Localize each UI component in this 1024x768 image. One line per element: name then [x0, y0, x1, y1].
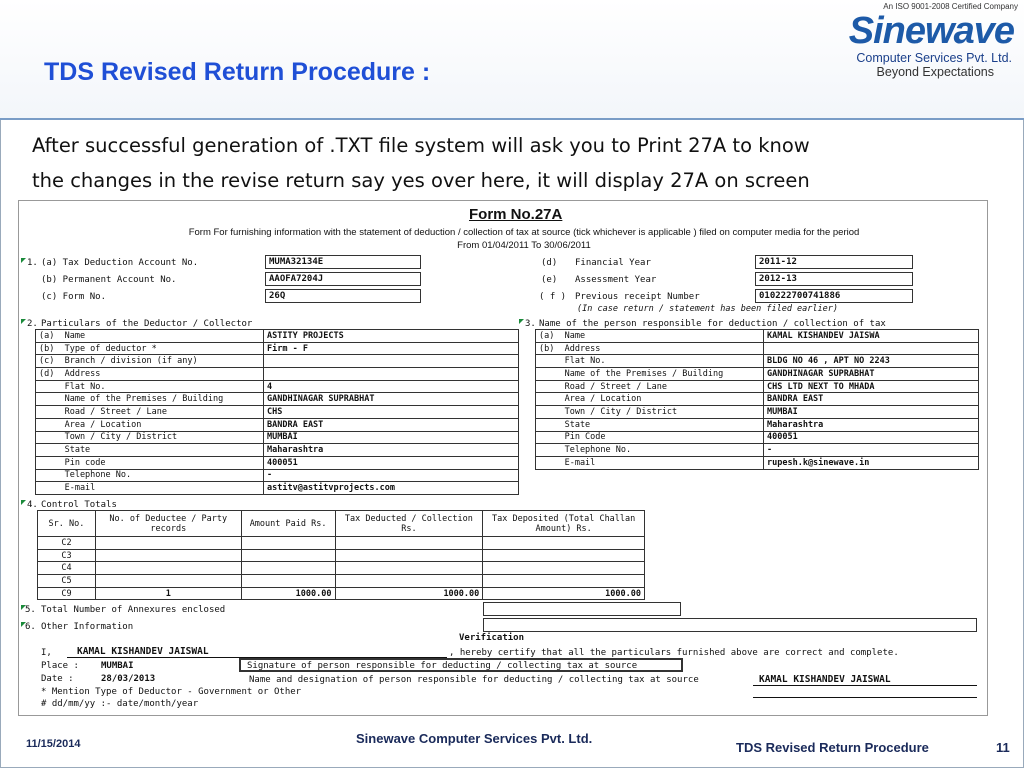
note-deductor-type: * Mention Type of Deductor - Government or Other	[41, 687, 302, 697]
row-label: Road / Street / Lane	[536, 380, 764, 393]
row-label: Flat No.	[536, 355, 764, 368]
row-id: C2	[38, 537, 96, 550]
cell[interactable]	[335, 537, 483, 550]
cell[interactable]	[95, 575, 241, 588]
row-label: (b) Address	[536, 342, 764, 355]
table-row	[38, 587, 645, 600]
row-value-field[interactable]: -	[264, 469, 519, 482]
table-row	[36, 355, 519, 368]
row-label: Flat No.	[36, 380, 264, 393]
instruction-line-2: the changes in the revise return say yes over here, it will display 27A on screen	[32, 169, 810, 192]
row-value-field[interactable]: MUMBAI	[264, 431, 519, 444]
form-27a-screen	[18, 200, 988, 716]
row-value-field[interactable]: KAMAL KISHANDEV JAISWA	[764, 330, 979, 343]
column-header: Amount Paid Rs.	[241, 511, 335, 537]
cell[interactable]	[483, 549, 645, 562]
row-value-field[interactable]: 4	[264, 380, 519, 393]
sec3-num: 3.	[525, 319, 536, 329]
ay-label: Assessment Year	[575, 275, 657, 285]
row-marker-icon	[21, 319, 26, 324]
signatory-name: KAMAL KISHANDEV JAISWAL	[759, 674, 891, 685]
deductor-table	[35, 329, 519, 495]
date-value: 28/03/2013	[101, 674, 156, 684]
cell[interactable]	[241, 537, 335, 550]
row-value-field[interactable]: CHS LTD NEXT TO MHADA	[764, 380, 979, 393]
form-title: Form No.27A	[469, 206, 563, 223]
row-value-field[interactable]: Maharashtra	[764, 418, 979, 431]
footer-date: 11/15/2014	[26, 738, 81, 750]
row-label: State	[36, 444, 264, 457]
row-label: (a) Name	[536, 330, 764, 343]
certify-text: , hereby certify that all the particulars furnished above are correct and complete.	[449, 648, 899, 658]
table-row	[536, 431, 979, 444]
tan-field[interactable]: MUMA32134E	[265, 255, 421, 269]
sec2-num: 2.	[27, 319, 38, 329]
sec3-heading: Name of the person responsible for deduction / collection of tax	[539, 319, 886, 329]
row-value-field[interactable]	[764, 342, 979, 355]
table-row	[36, 406, 519, 419]
cell[interactable]	[335, 562, 483, 575]
verification-i: I,	[41, 648, 52, 658]
cell[interactable]: 1000.00	[483, 587, 645, 600]
table-row	[38, 549, 645, 562]
row-label: Pin code	[36, 456, 264, 469]
table-row	[536, 406, 979, 419]
date-label: Date :	[41, 674, 74, 684]
other-info-label: Other Information	[41, 622, 134, 632]
form-no-field[interactable]: 26Q	[265, 289, 421, 303]
row-label: Pin Code	[536, 431, 764, 444]
row-value-field[interactable]: 400051	[764, 431, 979, 444]
row-id: C5	[38, 575, 96, 588]
company-logo	[808, 2, 1022, 96]
table-row	[36, 456, 519, 469]
row-value-field[interactable]: BANDRA EAST	[764, 393, 979, 406]
row-value-field[interactable]: MUMBAI	[764, 406, 979, 419]
row-label: Area / Location	[536, 393, 764, 406]
pan-label: (b) Permanent Account No.	[41, 275, 177, 285]
signature-box[interactable]: Signature of person responsible for deducting / collecting tax at source	[239, 658, 683, 672]
cell[interactable]	[483, 562, 645, 575]
annexures-field[interactable]	[483, 602, 681, 616]
table-row	[536, 342, 979, 355]
tan-label: (a) Tax Deduction Account No.	[41, 258, 199, 268]
prn-field[interactable]: 010222700741886	[755, 289, 913, 303]
table-row	[36, 393, 519, 406]
table-row	[536, 456, 979, 469]
prn-label: Previous receipt Number	[575, 292, 700, 302]
column-header: Tax Deducted / Collection Rs.	[335, 511, 483, 537]
row-value-field[interactable]: astitv@astitvprojects.com	[264, 482, 519, 495]
table-row	[38, 537, 645, 550]
row-value-field[interactable]	[264, 355, 519, 368]
row-value-field[interactable]: -	[764, 444, 979, 457]
row-id: C4	[38, 562, 96, 575]
column-header: No. of Deductee / Party records	[95, 511, 241, 537]
sec5-num: 5.	[25, 605, 36, 615]
sec2-heading: Particulars of the Deductor / Collector	[41, 319, 253, 329]
sec4-num: 4.	[27, 500, 38, 510]
row-label: (d) Address	[36, 368, 264, 381]
row-value-field[interactable]: GANDHINAGAR SUPRABHAT	[264, 393, 519, 406]
cell[interactable]	[483, 537, 645, 550]
designation-underline	[753, 697, 977, 698]
row-id: C3	[38, 549, 96, 562]
row-label: Telephone No.	[536, 444, 764, 457]
table-row	[536, 368, 979, 381]
row-label: Town / City / District	[36, 431, 264, 444]
prn-note: (In case return / statement has been filed earlier)	[577, 304, 838, 314]
table-row	[38, 562, 645, 575]
table-row	[36, 330, 519, 343]
table-row	[536, 380, 979, 393]
cell[interactable]	[335, 549, 483, 562]
table-row	[536, 330, 979, 343]
row-label: State	[536, 418, 764, 431]
other-info-field[interactable]	[483, 618, 977, 632]
verification-heading: Verification	[459, 633, 525, 643]
table-row	[536, 418, 979, 431]
column-header: Sr. No.	[38, 511, 96, 537]
row-value-field[interactable]: Maharashtra	[264, 444, 519, 457]
row-label: Telephone No.	[36, 469, 264, 482]
table-row	[36, 431, 519, 444]
table-row	[36, 482, 519, 495]
table-row	[536, 444, 979, 457]
footer-title: TDS Revised Return Procedure	[736, 740, 929, 755]
cell[interactable]	[95, 537, 241, 550]
pan-field[interactable]: AAOFA7204J	[265, 272, 421, 286]
table-row	[36, 342, 519, 355]
table-row	[536, 355, 979, 368]
control-totals-table	[37, 510, 645, 600]
fy-label: Financial Year	[575, 258, 651, 268]
annexures-label: Total Number of Annexures enclosed	[41, 605, 226, 615]
cell[interactable]	[95, 562, 241, 575]
row-marker-icon	[21, 258, 26, 263]
row-marker-icon	[519, 319, 524, 324]
cell[interactable]: 1000.00	[241, 587, 335, 600]
row-id: C9	[38, 587, 96, 600]
note-date-format: # dd/mm/yy :- date/month/year	[41, 699, 199, 709]
place-label: Place :	[41, 661, 79, 671]
row-value-field[interactable]	[264, 368, 519, 381]
cell[interactable]: 1	[95, 587, 241, 600]
prn-key: ( f )	[539, 292, 567, 302]
cell[interactable]	[241, 549, 335, 562]
table-header-row	[38, 511, 645, 537]
slide-number: 11	[996, 740, 1010, 755]
ay-key: (e)	[541, 275, 558, 285]
signatory-underline	[753, 685, 977, 686]
table-row	[38, 575, 645, 588]
table-row	[36, 380, 519, 393]
instruction-line-1: After successful generation of .TXT file system will ask you to Print 27A to know	[32, 134, 810, 157]
row-label: Name of the Premises / Building	[36, 393, 264, 406]
row-label: Town / City / District	[536, 406, 764, 419]
fy-field[interactable]: 2011-12	[755, 255, 913, 269]
row-label: (c) Branch / division (if any)	[36, 355, 264, 368]
column-header: Tax Deposited (Total Challan Amount) Rs.	[483, 511, 645, 537]
logo-brand: Sinewave	[848, 10, 1014, 52]
logo-tagline: Beyond Expectations	[876, 65, 994, 79]
row-value-field[interactable]: 400051	[264, 456, 519, 469]
row-value-field[interactable]: BANDRA EAST	[264, 418, 519, 431]
form-no-label: (c) Form No.	[41, 292, 107, 302]
instruction-text	[32, 128, 992, 198]
row-value-field[interactable]: GANDHINAGAR SUPRABHAT	[764, 368, 979, 381]
row-value-field[interactable]: Firm - F	[264, 342, 519, 355]
cell[interactable]	[241, 562, 335, 575]
row-label: (a) Name	[36, 330, 264, 343]
slide-title: TDS Revised Return Procedure :	[44, 58, 431, 86]
cell[interactable]	[335, 575, 483, 588]
cell[interactable]	[483, 575, 645, 588]
row-value-field[interactable]: CHS	[264, 406, 519, 419]
form-subtitle: Form For furnishing information with the statement of deduction / collection of tax at source (tick whichever is applicable ) filed on computer media for the period	[188, 227, 860, 238]
table-row	[36, 469, 519, 482]
ay-field[interactable]: 2012-13	[755, 272, 913, 286]
row-label: Area / Location	[36, 418, 264, 431]
row-label: E-mail	[536, 456, 764, 469]
cell[interactable]: 1000.00	[335, 587, 483, 600]
row-label: Name of the Premises / Building	[536, 368, 764, 381]
table-row	[536, 393, 979, 406]
responsible-person-table	[535, 329, 979, 470]
table-row	[36, 444, 519, 457]
row-marker-icon	[21, 500, 26, 505]
footer-company: Sinewave Computer Services Pvt. Ltd.	[356, 731, 593, 746]
verifier-name: KAMAL KISHANDEV JAISWAL	[77, 646, 209, 657]
row-label: E-mail	[36, 482, 264, 495]
iso-label: An ISO 9001-2008 Certified Company	[883, 2, 1018, 11]
table-row	[36, 368, 519, 381]
logo-subtitle: Computer Services Pvt. Ltd.	[856, 51, 1012, 65]
place-value: MUMBAI	[101, 661, 134, 671]
row-label: (b) Type of deductor *	[36, 342, 264, 355]
form-period: From 01/04/2011 To 30/06/2011	[457, 240, 591, 251]
row-label: Road / Street / Lane	[36, 406, 264, 419]
cell[interactable]	[241, 575, 335, 588]
name-designation-label: Name and designation of person responsible for deducting / collecting tax at source	[249, 675, 699, 685]
sec1-num: 1.	[27, 258, 38, 268]
row-value-field[interactable]: ASTITY PROJECTS	[264, 330, 519, 343]
row-value-field[interactable]: rupesh.k@sinewave.in	[764, 456, 979, 469]
row-value-field[interactable]: BLDG NO 46 , APT NO 2243	[764, 355, 979, 368]
fy-key: (d)	[541, 258, 558, 268]
sec6-num: 6.	[25, 622, 36, 632]
sec4-heading: Control Totals	[41, 500, 117, 510]
cell[interactable]	[95, 549, 241, 562]
table-row	[36, 418, 519, 431]
